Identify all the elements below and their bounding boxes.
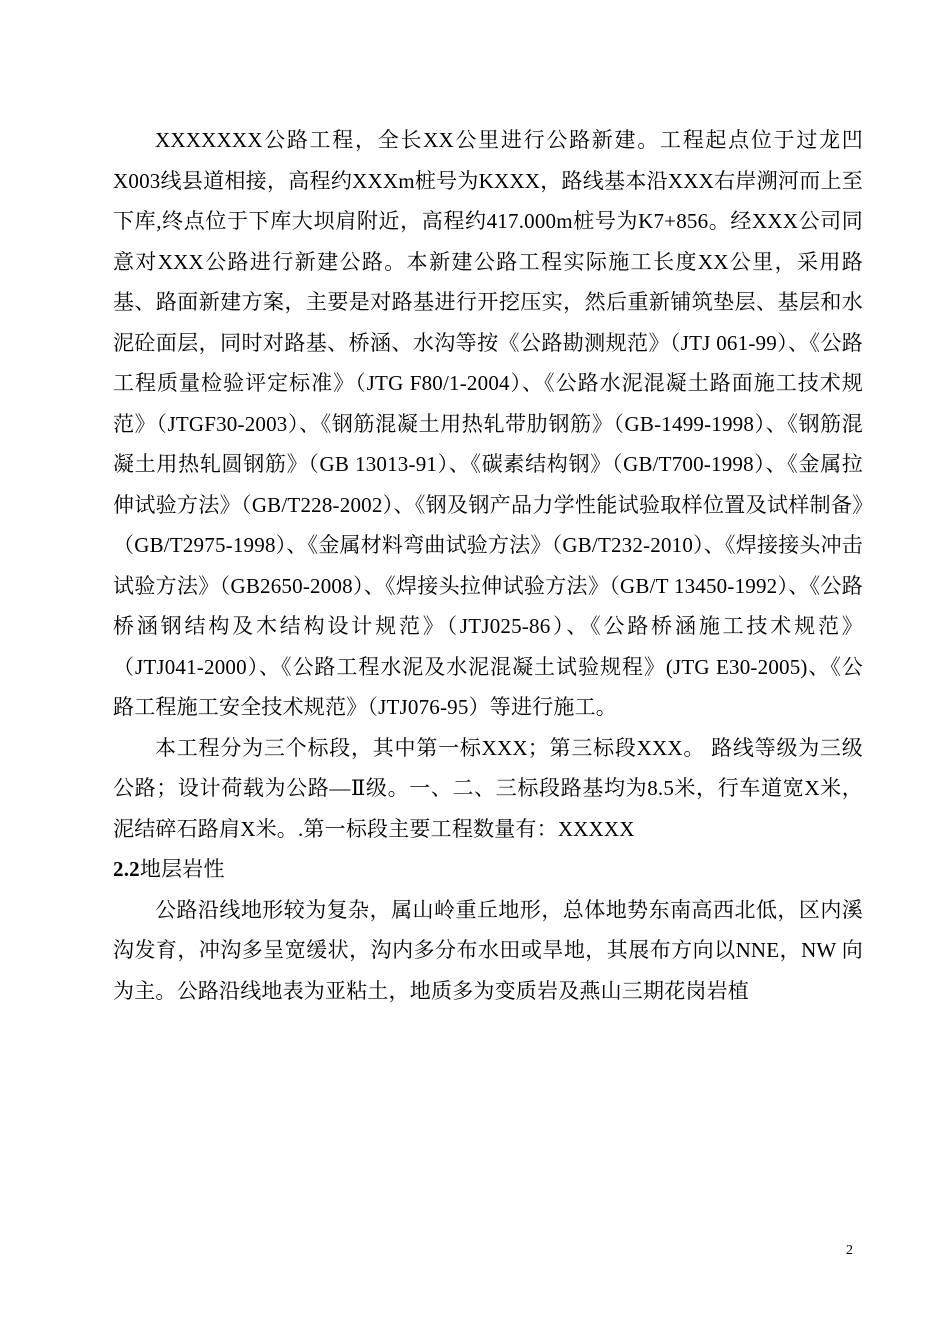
document-body [113, 120, 863, 1011]
section-number: 2.2 [113, 857, 140, 881]
paragraph-geology: 公路沿线地形较为复杂，属山岭重丘地形，总体地势东南高西北低，区内溪沟发育，冲沟多呈宽缓状，沟内多分布水田或旱地，其展布方向以NNE，NW 向为主。公路沿线地表为亚粘土，地质多为变质岩及燕山三期花岗岩植 [113, 897, 863, 1003]
paragraph-project-overview: XXXXXXX公路工程，全长XX公里进行公路新建。工程起点位于过龙凹X003线县道相接，高程约XXXm桩号为KXXX，路线基本沿XXX右岸溯河而上至下库,终点位于下库大坝肩附近，高程约417.000m桩号为K7+856。经XXX公司同意对XXX公路进行新建公路。本新建公路工程实际施工长度XX公里，采用路基、路面新建方案，主要是对路基进行开挖压实，然后重新铺筑垫层、基层和水泥砼面层，同时对路基、桥涵、水沟等按《公路勘测规范》（JTJ 061-99）、《公路工程质量检验评定标准》（JTG F80/1-2004）、《公路水泥混凝土路面施工技术规范》（JTGF30-2003）、《钢筋混凝土用热轧带肋钢筋》（GB-1499-1998）、《钢筋混凝土用热轧圆钢筋》（GB 13013-91）、《碳素结构钢》（GB/T700-1998）、《金属拉伸试验方法》（GB/T228-2002）、《钢及钢产品力学性能试验取样位置及试样制备》（GB/T2975-1998）、《金属材料弯曲试验方法》（GB/T232-2010）、《焊接接头冲击试验方法》（GB2650-2008）、《焊接头拉伸试验方法》（GB/T 13450-1992）、《公路桥涵钢结构及木结构设计规范》（JTJ025-86）、《公路桥涵施工技术规范》（JTJ041-2000）、《公路工程水泥及水泥混凝土试验规程》(JTG E30-2005)、《公路工程施工安全技术规范》（JTJ076-95）等进行施工。 [113, 128, 863, 719]
page-number: 2 [846, 1243, 853, 1258]
paragraph-sections: 本工程分为三个标段，其中第一标XXX；第三标段XXX。 路线等级为三级公路；设计荷载为公路—Ⅱ级。一、二、三标段路基均为8.5米，行车道宽X米，泥结碎石路肩X米。.第一标段主要工程数量有：XXXXX [113, 735, 863, 841]
section-heading [113, 849, 863, 890]
section-title: 地层岩性 [139, 857, 225, 881]
